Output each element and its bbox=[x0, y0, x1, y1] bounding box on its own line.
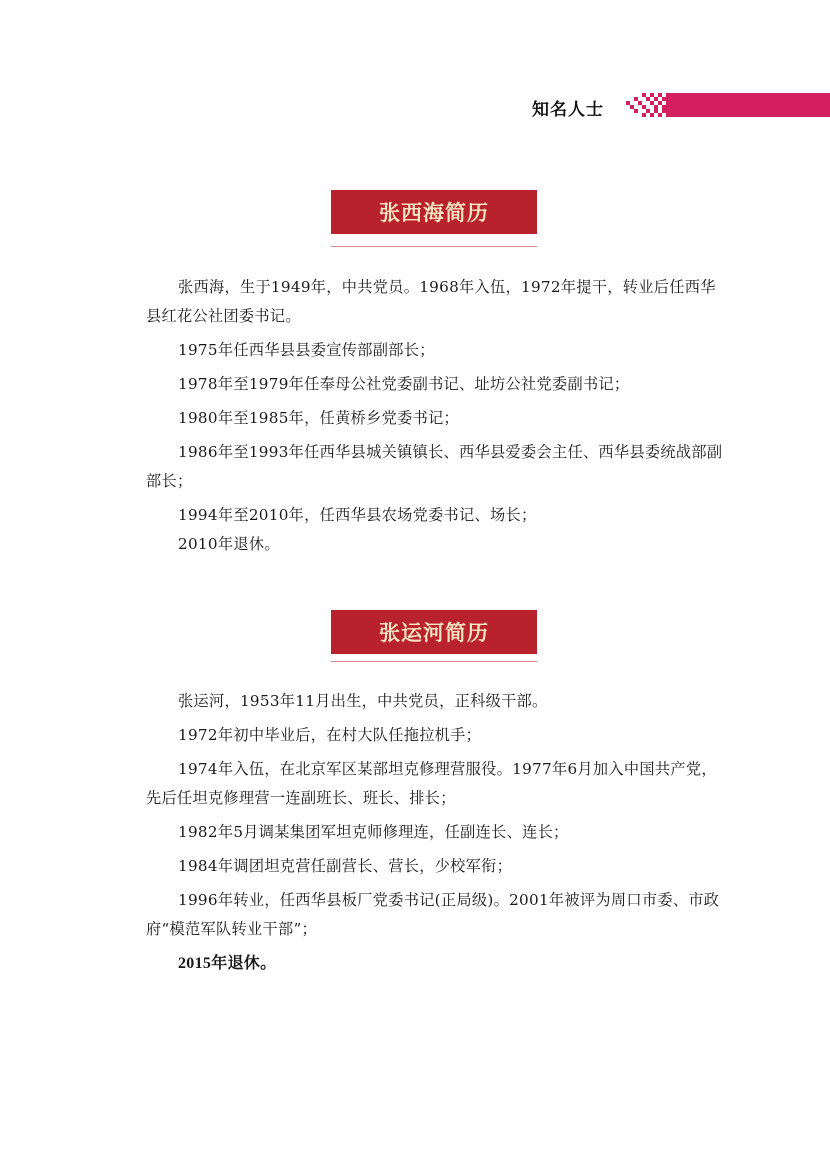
section-title: 张西海简历 bbox=[379, 201, 489, 225]
paragraph: 1975年任西华县县委宣传部副部长； bbox=[178, 341, 435, 359]
paragraph: 1996年转业，任西华县板厂党委书记(正局级)。2001年被评为周口市委、市政府“模范军队转业干部”； bbox=[146, 891, 720, 938]
section-title-box bbox=[331, 190, 537, 234]
header-decoration-icon bbox=[622, 92, 830, 118]
category-label: 知名人士 bbox=[532, 100, 604, 120]
paragraph: 2010年退休。 bbox=[178, 535, 280, 553]
section-title-box bbox=[331, 610, 537, 654]
paragraph: 1972年初中毕业后，在村大队任拖拉机手； bbox=[178, 726, 482, 744]
title-underline bbox=[331, 661, 537, 662]
biography-section bbox=[146, 687, 726, 978]
paragraph: 1982年5月调某集团军坦克师修理连，任副连长、连长； bbox=[178, 823, 569, 841]
paragraph: 1974年入伍，在北京军区某部坦克修理营服役。1977年6月加入中国共产党，先后任坦克修理营一连副班长、班长、排长； bbox=[146, 760, 717, 807]
paragraph: 1986年至1993年任西华县城关镇镇长、西华县爱委会主任、西华县委统战部副部长； bbox=[146, 443, 723, 490]
paragraph: 张运河，1953年11月出生，中共党员，正科级干部。 bbox=[178, 692, 548, 710]
paragraph: 张西海，生于1949年，中共党员。1968年入伍，1972年提干，转业后任西华县红花公社团委书记。 bbox=[146, 278, 716, 325]
biography-section bbox=[146, 273, 726, 559]
section-title: 张运河简历 bbox=[379, 621, 489, 645]
paragraph: 1984年调团坦克营任副营长、营长，少校军衔； bbox=[178, 857, 513, 875]
title-underline bbox=[331, 246, 537, 247]
paragraph: 1978年至1979年任奉母公社党委副书记、址坊公社党委副书记； bbox=[178, 375, 630, 393]
paragraph: 1994年至2010年，任西华县农场党委书记、场长； bbox=[178, 506, 537, 524]
paragraph: 1980年至1985年，任黄桥乡党委书记； bbox=[178, 409, 460, 427]
paragraph: 2015年退休。 bbox=[178, 955, 277, 972]
